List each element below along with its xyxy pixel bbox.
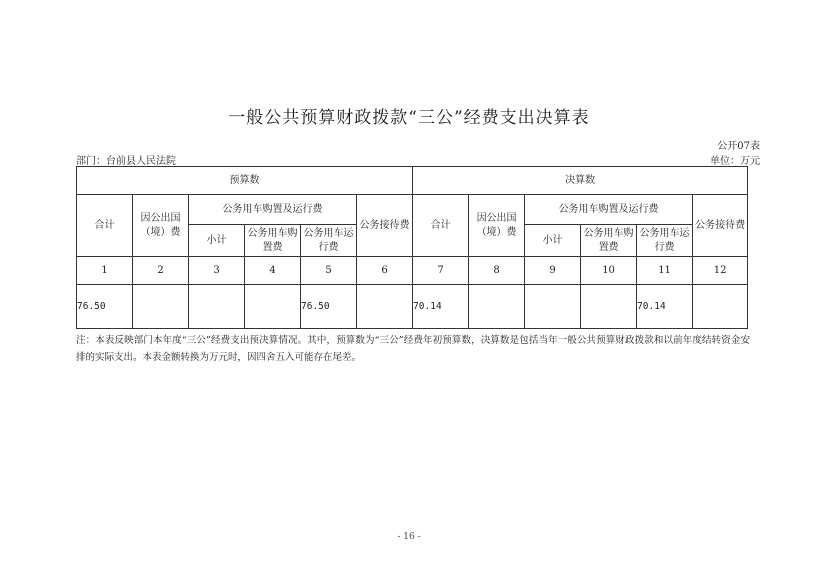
final-vehicle-purchase-header: 公务用车购置费 (581, 225, 637, 257)
page-number: - 16 - (397, 532, 421, 542)
budget-reception-value (357, 285, 413, 329)
column-number: 4 (245, 257, 301, 285)
table-note: 注：本表反映部门本年度“三公”经费支出预决算情况。其中，预算数为“三公”经费年初预算数，决算数是包括当年一般公共预算财政拨款和以前年度结转资金安排的实际支出。本表金额转换为万元时，因四舍五入可能存在尾差。 (76, 335, 750, 363)
department-label: 部门：台前县人民法院 (76, 156, 176, 167)
final-total-value: 70.14 (413, 285, 469, 329)
column-number: 5 (301, 257, 357, 285)
column-number: 7 (413, 257, 469, 285)
budget-vehicle-operation-value: 76.50 (301, 285, 357, 329)
column-number: 3 (189, 257, 245, 285)
final-vehicle-operation-value: 70.14 (637, 285, 693, 329)
column-number: 6 (357, 257, 413, 285)
budget-vehicle-purchase-value (245, 285, 301, 329)
budget-vehicle-purchase-header: 公务用车购置费 (245, 225, 301, 257)
form-number: 公开07表 (717, 141, 760, 152)
column-number: 10 (581, 257, 637, 285)
budget-vehicle-group-header: 公务用车购置及运行费 (189, 195, 357, 225)
budget-abroad-header: 因公出国（境）费 (133, 195, 189, 257)
column-number-row (77, 257, 748, 285)
final-vehicle-group-header: 公务用车购置及运行费 (525, 195, 693, 225)
budget-total-value: 76.50 (77, 285, 133, 329)
value-row (77, 285, 748, 329)
column-number: 1 (77, 257, 133, 285)
final-group-header: 决算数 (413, 167, 748, 195)
budget-abroad-value (133, 285, 189, 329)
unit-label: 单位：万元 (710, 156, 760, 167)
budget-total-header: 合计 (77, 195, 133, 257)
three-public-expenditure-table (76, 166, 748, 329)
budget-group-header: 预算数 (77, 167, 413, 195)
final-reception-header: 公务接待费 (693, 195, 748, 257)
final-subtotal-value (525, 285, 581, 329)
budget-subtotal-header: 小计 (189, 225, 245, 257)
final-vehicle-purchase-value (581, 285, 637, 329)
column-number: 11 (637, 257, 693, 285)
final-vehicle-operation-header: 公务用车运行费 (637, 225, 693, 257)
column-number: 9 (525, 257, 581, 285)
column-number: 2 (133, 257, 189, 285)
final-abroad-value (469, 285, 525, 329)
column-number: 8 (469, 257, 525, 285)
budget-reception-header: 公务接待费 (357, 195, 413, 257)
final-abroad-header: 因公出国（境）费 (469, 195, 525, 257)
final-subtotal-header: 小计 (525, 225, 581, 257)
page-title: 一般公共预算财政拨款“三公”经费支出决算表 (228, 108, 590, 128)
final-total-header: 合计 (413, 195, 469, 257)
final-reception-value (693, 285, 748, 329)
column-number: 12 (693, 257, 748, 285)
budget-vehicle-operation-header: 公务用车运行费 (301, 225, 357, 257)
budget-subtotal-value (189, 285, 245, 329)
